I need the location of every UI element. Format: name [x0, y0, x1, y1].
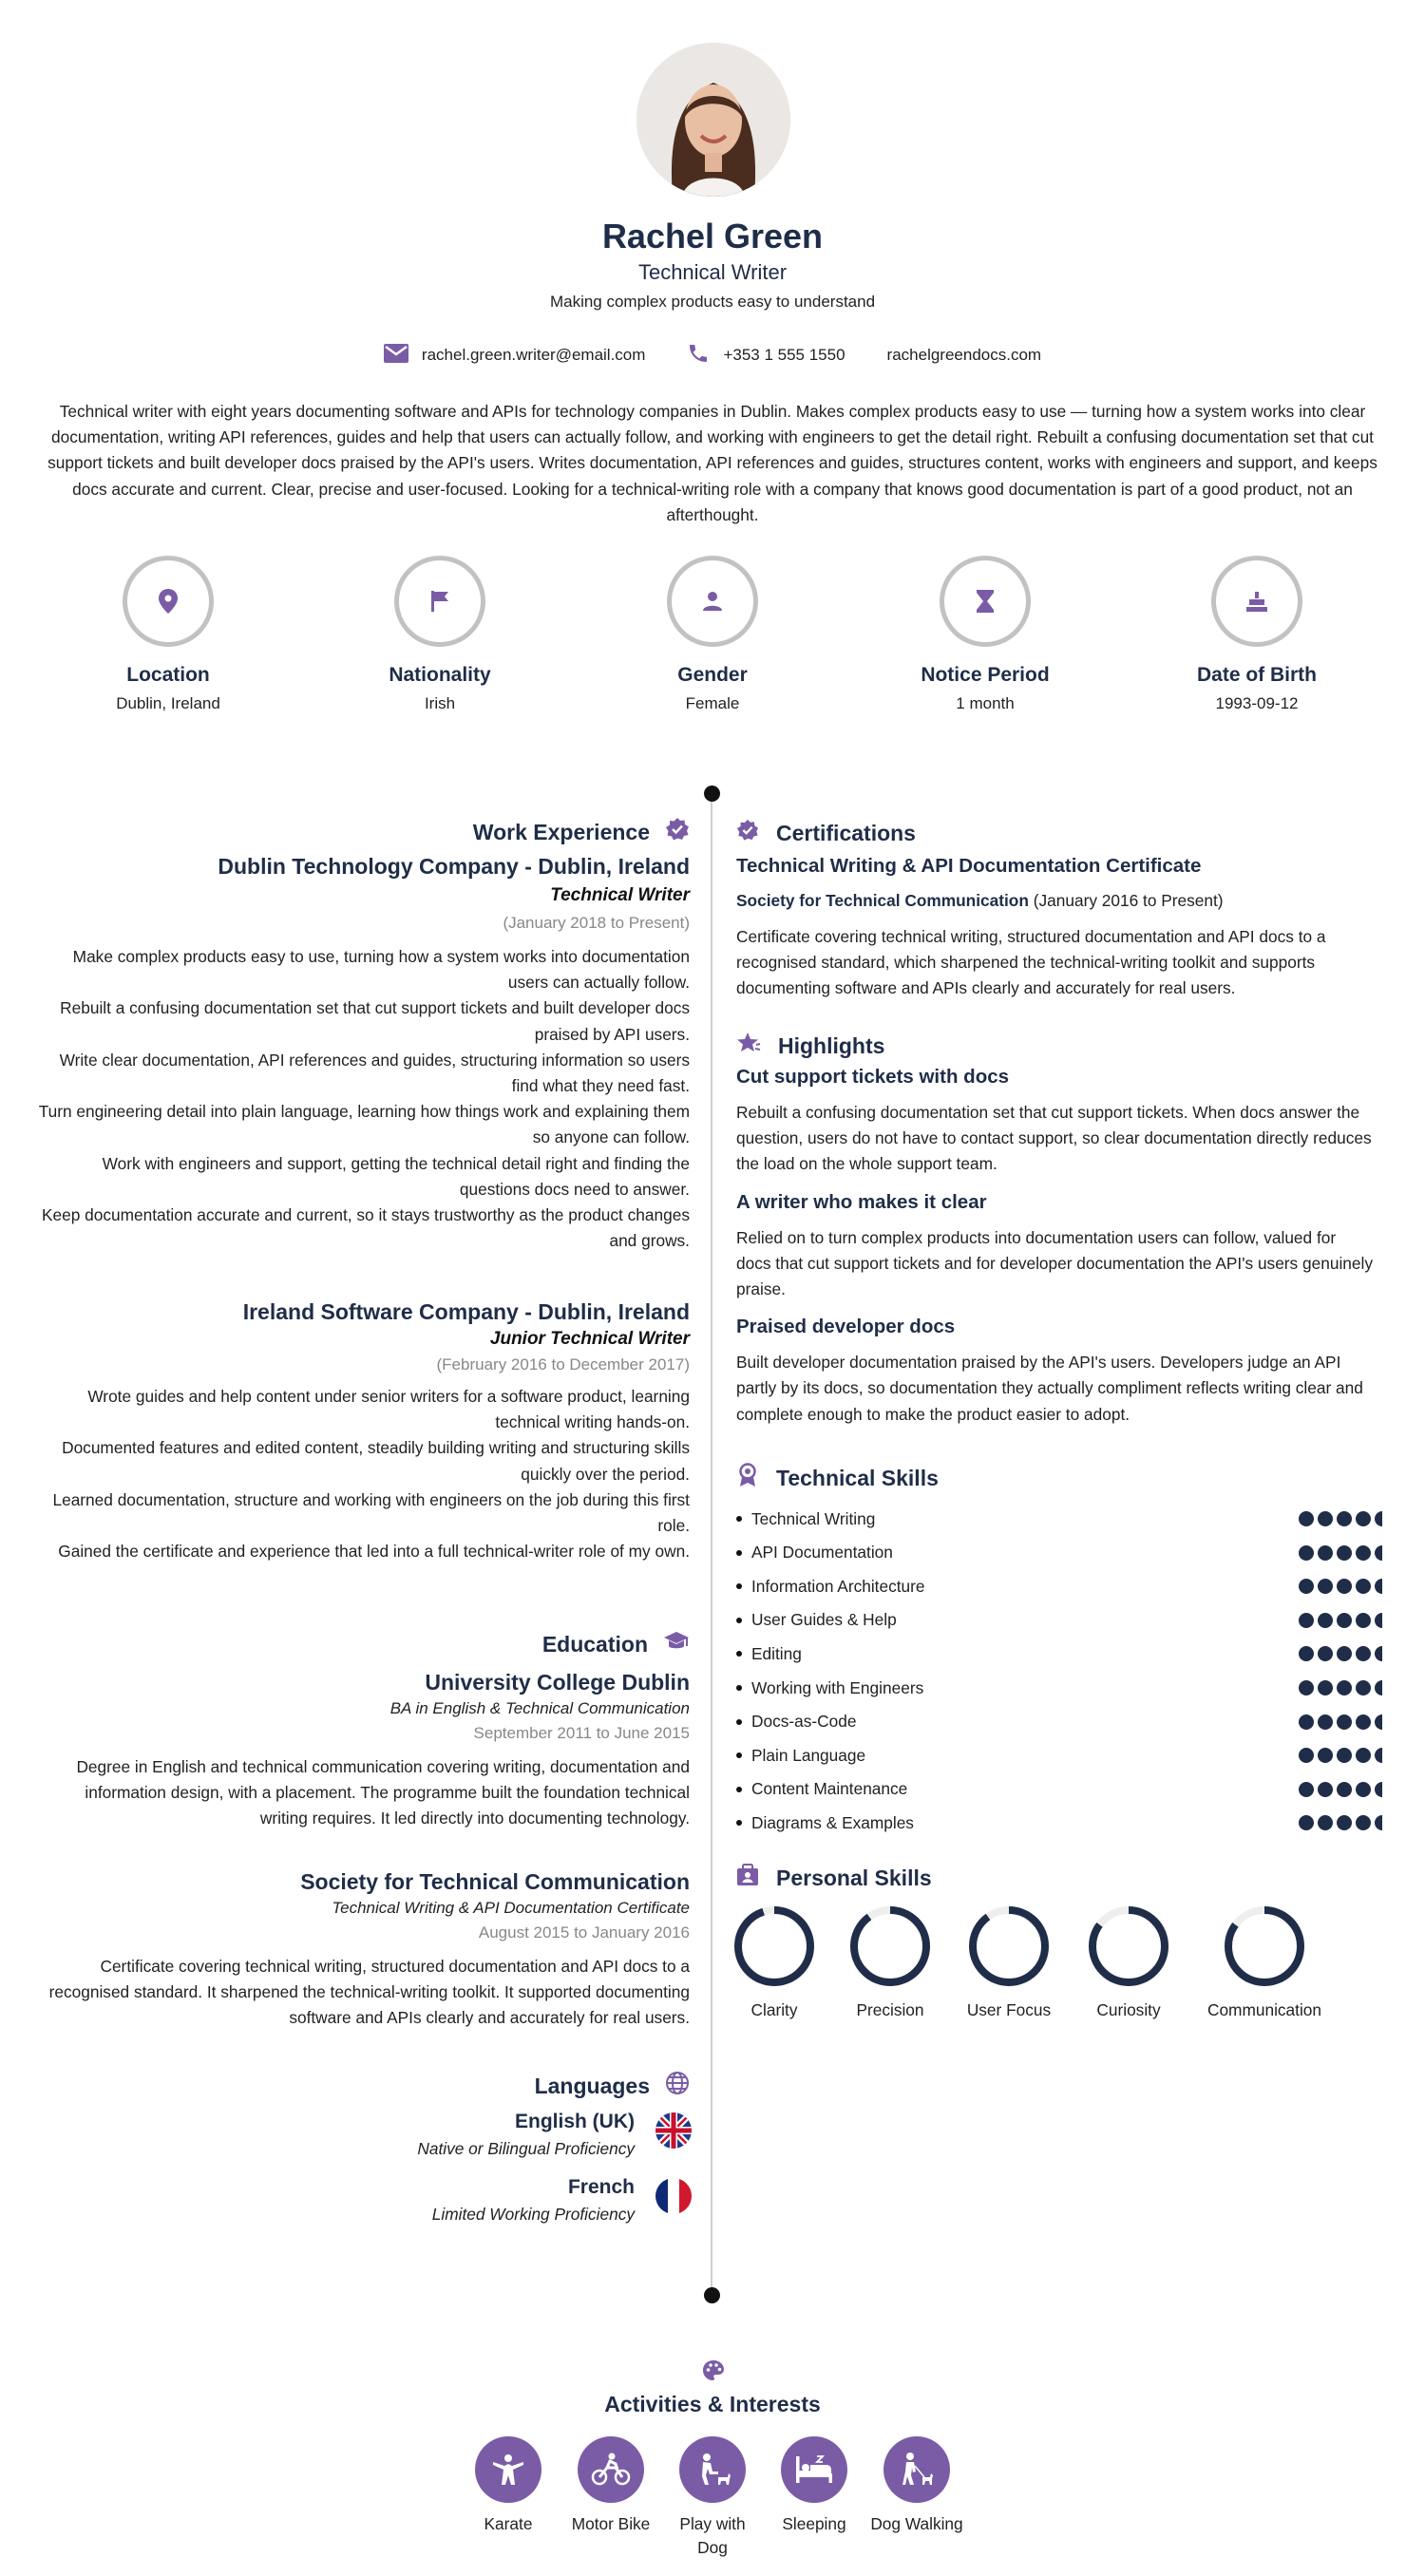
rating-dot — [1337, 1782, 1352, 1797]
rating-dot — [1318, 1545, 1333, 1561]
person-icon — [667, 556, 758, 647]
job-bullet: Gained the certificate and experience that led into a full technical-writer role of my own. — [58, 1542, 690, 1562]
skill-row — [736, 1741, 1382, 1770]
rating-dot-half — [1375, 1714, 1382, 1730]
motorbike-icon — [578, 2436, 644, 2503]
edu-desc: Certificate covering technical writing, structured documentation and API docs to a recognised standard. It sharpened the technical-writing toolkit. It supported documenting software and APIs clearly and accurately for real users. — [48, 1957, 690, 2028]
rating-dot — [1337, 1545, 1352, 1561]
highlight-title: A writer who makes it clear — [736, 1190, 987, 1213]
skill-row — [736, 1572, 1382, 1601]
info-gender — [618, 556, 808, 713]
email-text: rachel.green.writer@email.com — [421, 346, 646, 364]
job-entry — [34, 854, 690, 1254]
skill-rating — [1299, 1579, 1382, 1594]
rating-dot — [1299, 1613, 1314, 1628]
skill-name: Curiosity — [1096, 2000, 1161, 2019]
skill-name: Docs-as-Code — [751, 1712, 857, 1732]
certificate-badge-icon — [736, 819, 759, 847]
section-heading: Languages — [534, 2073, 650, 2098]
rating-dot — [1318, 1579, 1333, 1594]
rating-dot — [1299, 1782, 1314, 1797]
section-heading: Work Experience — [472, 819, 650, 844]
job-bullets — [34, 944, 690, 1254]
language-entry — [217, 2176, 692, 2225]
phone-text: +353 1 555 1550 — [723, 346, 846, 364]
skill-row — [736, 1505, 1382, 1533]
certifications-section — [736, 819, 1373, 1002]
dog-play-icon — [679, 2436, 746, 2503]
profile-photo — [636, 43, 790, 197]
info-label: Notice Period — [921, 664, 1050, 686]
rating-dot — [1318, 1646, 1333, 1661]
personal-skill — [1193, 1904, 1336, 2020]
skill-name: User Focus — [966, 2000, 1052, 2019]
bullet-icon — [736, 1618, 742, 1623]
job-bullet: Rebuilt a confusing documentation set that cut support tickets and built developer docs praised by API users. — [60, 998, 690, 1044]
skill-rating — [1299, 1511, 1382, 1526]
job-bullet: Keep documentation accurate and current, so it stays trustworthy as the product changes and grows. — [41, 1205, 690, 1251]
rating-dot-half — [1375, 1748, 1382, 1763]
work-experience-section — [34, 817, 690, 847]
language-name: French — [567, 2176, 635, 2198]
rating-dot — [1318, 1511, 1333, 1526]
rating-dot — [1299, 1680, 1314, 1695]
skill-name: User Guides & Help — [751, 1610, 897, 1630]
job-bullets — [34, 1384, 690, 1564]
rating-dot — [1299, 1714, 1314, 1730]
flag-icon — [394, 556, 485, 647]
rating-dot — [1337, 1579, 1352, 1594]
dog-walking-icon — [884, 2436, 950, 2503]
skill-ring — [967, 1904, 1051, 1988]
star-icon — [736, 1032, 761, 1060]
rating-dot-half — [1375, 1579, 1382, 1594]
rating-dot — [1356, 1748, 1371, 1763]
job-role: Junior Technical Writer — [489, 1329, 690, 1349]
skill-name: Technical Writing — [751, 1508, 876, 1528]
phone-contact[interactable] — [687, 342, 845, 369]
highlight-title: Cut support tickets with docs — [736, 1066, 1010, 1088]
rating-dot-half — [1375, 1646, 1382, 1661]
education-entry — [34, 1869, 690, 2032]
rating-dot — [1356, 1646, 1371, 1661]
uk-flag-icon — [656, 2112, 692, 2153]
rating-dot — [1356, 1511, 1371, 1526]
rating-dot — [1356, 1714, 1371, 1730]
bullet-icon — [736, 1550, 742, 1556]
rating-dot — [1337, 1748, 1352, 1763]
cake-icon — [1211, 556, 1302, 647]
rating-dot — [1337, 1511, 1352, 1526]
interest-label: Sleeping — [782, 2514, 846, 2533]
highlight-title: Praised developer docs — [736, 1316, 956, 1338]
skill-row — [736, 1708, 1382, 1736]
location-pin-icon — [123, 556, 214, 647]
job-company: Dublin Technology Company - Dublin, Ireland — [218, 854, 690, 879]
contact-bar — [0, 342, 1425, 369]
job-bullet: Wrote guides and help content under senior writers for a software product, learning technical writing hands-on. — [87, 1387, 690, 1432]
skill-rating — [1299, 1815, 1382, 1830]
skill-name: Information Architecture — [751, 1576, 925, 1596]
rating-dot — [1318, 1748, 1333, 1763]
palette-icon — [702, 2359, 725, 2387]
rating-dot — [1356, 1815, 1371, 1830]
rating-dot — [1356, 1613, 1371, 1628]
skill-name: Working with Engineers — [751, 1677, 924, 1697]
job-dates: (January 2018 to Present) — [503, 914, 690, 932]
education-section — [34, 1631, 690, 1657]
rating-dot — [1318, 1680, 1333, 1695]
language-entry — [217, 2111, 692, 2159]
skill-name: API Documentation — [751, 1543, 893, 1563]
education-entry — [34, 1670, 690, 1832]
info-notice-period — [890, 556, 1080, 713]
rating-dot-half — [1375, 1680, 1382, 1695]
job-bullet: Documented features and edited content, steadily building writing and structuring skills quickly over the period. — [62, 1438, 690, 1484]
cert-meta — [736, 891, 1373, 911]
interest-label: Karate — [484, 2514, 533, 2533]
skill-row — [736, 1539, 1382, 1567]
rating-dot-half — [1375, 1511, 1382, 1526]
bullet-icon — [736, 1685, 742, 1691]
skill-ring-fill — [973, 1910, 1045, 1982]
rating-dot — [1356, 1579, 1371, 1594]
job-company: Ireland Software Company - Dublin, Ireland — [242, 1299, 690, 1324]
rating-dot — [1356, 1545, 1371, 1561]
skill-ring-fill — [738, 1910, 810, 1982]
briefcase-user-icon — [736, 1864, 759, 1892]
rating-dot-half — [1375, 1613, 1382, 1628]
cert-title: Technical Writing & API Documentation Certificate — [736, 855, 1202, 877]
rating-dot — [1337, 1613, 1352, 1628]
timeline-dot-bottom — [704, 2287, 720, 2303]
rating-dot — [1318, 1613, 1333, 1628]
skill-rating — [1299, 1680, 1382, 1695]
rating-dot — [1318, 1714, 1333, 1730]
language-name: English (UK) — [515, 2111, 635, 2132]
cert-issuer: Society for Technical Communication — [736, 891, 1029, 910]
skill-name: Communication — [1206, 2000, 1322, 2019]
skill-name: Content Maintenance — [751, 1779, 908, 1799]
job-entry — [34, 1299, 690, 1564]
rating-dot — [1299, 1815, 1314, 1830]
languages-section — [34, 2071, 690, 2101]
hourglass-icon — [940, 556, 1031, 647]
highlight-desc: Relied on to turn complex products into documentation users can follow, valued for docs that cut support tickets and for developer documentation the API's users genuinely praise. — [736, 1227, 1373, 1299]
job-bullet: Turn engineering detail into plain language, learning how things work and explaining them so anyone can follow. — [38, 1102, 690, 1147]
highlights-section — [736, 1032, 1373, 1428]
globe-icon — [665, 2071, 690, 2101]
info-label: Gender — [677, 664, 748, 686]
rating-dot — [1337, 1815, 1352, 1830]
tagline: Making complex products easy to understand — [549, 293, 876, 311]
rating-dot — [1337, 1680, 1352, 1695]
rating-dot — [1299, 1511, 1314, 1526]
job-title: Technical Writer — [637, 260, 788, 284]
phone-icon — [687, 342, 710, 369]
email-contact[interactable] — [384, 344, 646, 368]
timeline-line — [711, 794, 712, 2297]
skill-ring — [732, 1904, 816, 1988]
skill-rating — [1299, 1613, 1382, 1628]
person-name: Rachel Green — [601, 217, 824, 256]
rating-dot — [1299, 1579, 1314, 1594]
section-heading: Education — [542, 1631, 648, 1657]
bullet-icon — [736, 1752, 742, 1758]
skill-name: Editing — [751, 1643, 802, 1663]
job-bullet: Make complex products easy to use, turning how a system works into documentation users can actually follow. — [72, 947, 690, 993]
rating-dot — [1337, 1714, 1352, 1730]
info-value: Female — [685, 694, 740, 712]
interest-item — [767, 2436, 862, 2536]
rating-dot-half — [1375, 1782, 1382, 1797]
cert-desc: Certificate covering technical writing, structured documentation and API docs to a recognised standard, which sharpened the technical-writing toolkit and supports documenting software and APIs clearly and accurately for real users. — [736, 927, 1326, 998]
rating-dot — [1356, 1782, 1371, 1797]
interest-label: Dog Walking — [870, 2514, 963, 2533]
france-flag-icon — [656, 2178, 692, 2219]
award-ribbon-icon — [736, 1463, 759, 1493]
language-level: Native or Bilingual Proficiency — [417, 2139, 635, 2158]
skill-ring-fill — [854, 1910, 926, 1982]
skill-rating — [1299, 1782, 1382, 1797]
website-contact[interactable] — [887, 346, 1042, 365]
info-value: 1993-09-12 — [1215, 694, 1299, 712]
job-bullet: Write clear documentation, API references and guides, structuring information so users find what they need fast. — [59, 1050, 690, 1096]
job-dates: (February 2016 to December 2017) — [436, 1355, 690, 1373]
edu-degree: BA in English & Technical Communication — [390, 1699, 690, 1717]
interest-item — [665, 2436, 760, 2560]
interest-item — [563, 2436, 658, 2536]
edu-school: Society for Technical Communication — [300, 1869, 690, 1894]
interest-label: Play with Dog — [679, 2514, 746, 2557]
rating-dot-half — [1375, 1815, 1382, 1830]
section-heading: Highlights — [778, 1032, 885, 1058]
job-bullet: Learned documentation, structure and working with engineers on the job during this first role. — [52, 1489, 690, 1536]
info-date-of-birth — [1162, 556, 1352, 713]
skill-ring — [1087, 1904, 1170, 1988]
info-value: Irish — [424, 694, 456, 712]
job-role: Technical Writer — [550, 885, 690, 905]
rating-dot — [1299, 1545, 1314, 1561]
rating-dot — [1299, 1748, 1314, 1763]
section-heading: Technical Skills — [776, 1465, 939, 1490]
website-text: rachelgreendocs.com — [886, 346, 1042, 364]
edu-degree: Technical Writing & API Documentation Certificate — [332, 1899, 690, 1917]
skill-row — [736, 1775, 1382, 1804]
edu-dates: August 2015 to January 2016 — [478, 1923, 690, 1941]
bullet-icon — [736, 1516, 742, 1522]
bullet-icon — [736, 1820, 742, 1826]
rating-dot — [1356, 1680, 1371, 1695]
rating-dot — [1337, 1646, 1352, 1661]
bed-icon — [781, 2436, 847, 2503]
job-bullet: Work with engineers and support, getting the technical detail right and finding the questions docs need to answer. — [102, 1153, 690, 1199]
skill-rating — [1299, 1748, 1382, 1763]
bullet-icon — [736, 1583, 742, 1589]
skill-row — [736, 1809, 1382, 1837]
skill-name: Precision — [856, 2000, 924, 2019]
graduation-cap-icon — [663, 1631, 690, 1657]
skill-row — [736, 1674, 1382, 1702]
skill-rating — [1299, 1714, 1382, 1730]
language-level: Limited Working Proficiency — [431, 2205, 635, 2224]
section-heading: Activities & Interests — [604, 2392, 821, 2416]
bullet-icon — [736, 1651, 742, 1657]
info-nationality — [345, 556, 535, 713]
info-label: Location — [126, 664, 210, 686]
interest-item — [869, 2436, 964, 2536]
email-icon — [384, 344, 408, 368]
info-location — [73, 556, 263, 713]
info-value: 1 month — [956, 694, 1015, 712]
section-heading: Certifications — [776, 820, 916, 845]
cert-dates: (January 2016 to Present) — [1033, 891, 1224, 910]
summary: Technical writer with eight years documenting software and APIs for technology companies in Dublin. Makes complex products easy to use — turning how a system works into clear documentation, writing API references, guides and help that users can actually follow, and working with engineers to get the detail right. Rebuilt a confusing documentation set that cut support tickets and built developer docs praised by the API's users. Writes documentation, API references and guides, structures content, works with engineers and support, and keeps docs accurate and current. Clear, precise and user-focused. Looking for a technical-writing role with a company that knows good documentation is part of a good product, not an afterthought. — [48, 402, 1378, 524]
skill-row — [736, 1639, 1382, 1668]
skill-name: Clarity — [750, 2000, 798, 2019]
skill-row — [736, 1606, 1382, 1635]
edu-dates: September 2011 to June 2015 — [473, 1724, 690, 1742]
info-label: Nationality — [389, 664, 491, 686]
highlight-desc: Built developer documentation praised by the API's users. Developers judge an API partly by its docs, so documentation they actually compliment reflects writing clear and complete enough to make the product easier to adopt. — [736, 1353, 1363, 1424]
personal-skill — [1057, 1904, 1200, 2020]
highlight-desc: Rebuilt a confusing documentation set that cut support tickets. When docs answer the question, users do not have to contact support, so clear documentation directly reduces the load on the whole support team. — [736, 1103, 1372, 1174]
edu-school: University College Dublin — [425, 1670, 690, 1695]
skill-ring — [1223, 1904, 1306, 1988]
interest-label: Motor Bike — [571, 2514, 651, 2533]
skill-name: Plain Language — [751, 1745, 866, 1765]
personal-skills-section — [736, 1864, 1373, 1892]
rating-dot-half — [1375, 1545, 1382, 1561]
rating-dot — [1299, 1646, 1314, 1661]
info-value: Dublin, Ireland — [116, 694, 220, 712]
rating-dot — [1318, 1815, 1333, 1830]
skill-name: Diagrams & Examples — [751, 1812, 914, 1832]
edu-desc: Degree in English and technical communication covering writing, documentation and information design, with a placement. The programme built the foundation technical writing requires. It led directly into documenting technology. — [76, 1757, 690, 1828]
rating-dot — [1318, 1782, 1333, 1797]
bullet-icon — [736, 1787, 742, 1792]
interest-item — [461, 2436, 556, 2536]
karate-icon — [475, 2436, 542, 2503]
bullet-icon — [736, 1719, 742, 1725]
skill-rating — [1299, 1646, 1382, 1661]
technical-skills-section — [736, 1463, 1373, 1493]
info-label: Date of Birth — [1197, 664, 1317, 686]
verified-badge-icon — [665, 817, 690, 847]
skill-ring — [848, 1904, 932, 1988]
skill-rating — [1299, 1545, 1382, 1561]
timeline-dot-top — [704, 786, 720, 802]
section-heading: Personal Skills — [776, 1865, 932, 1890]
